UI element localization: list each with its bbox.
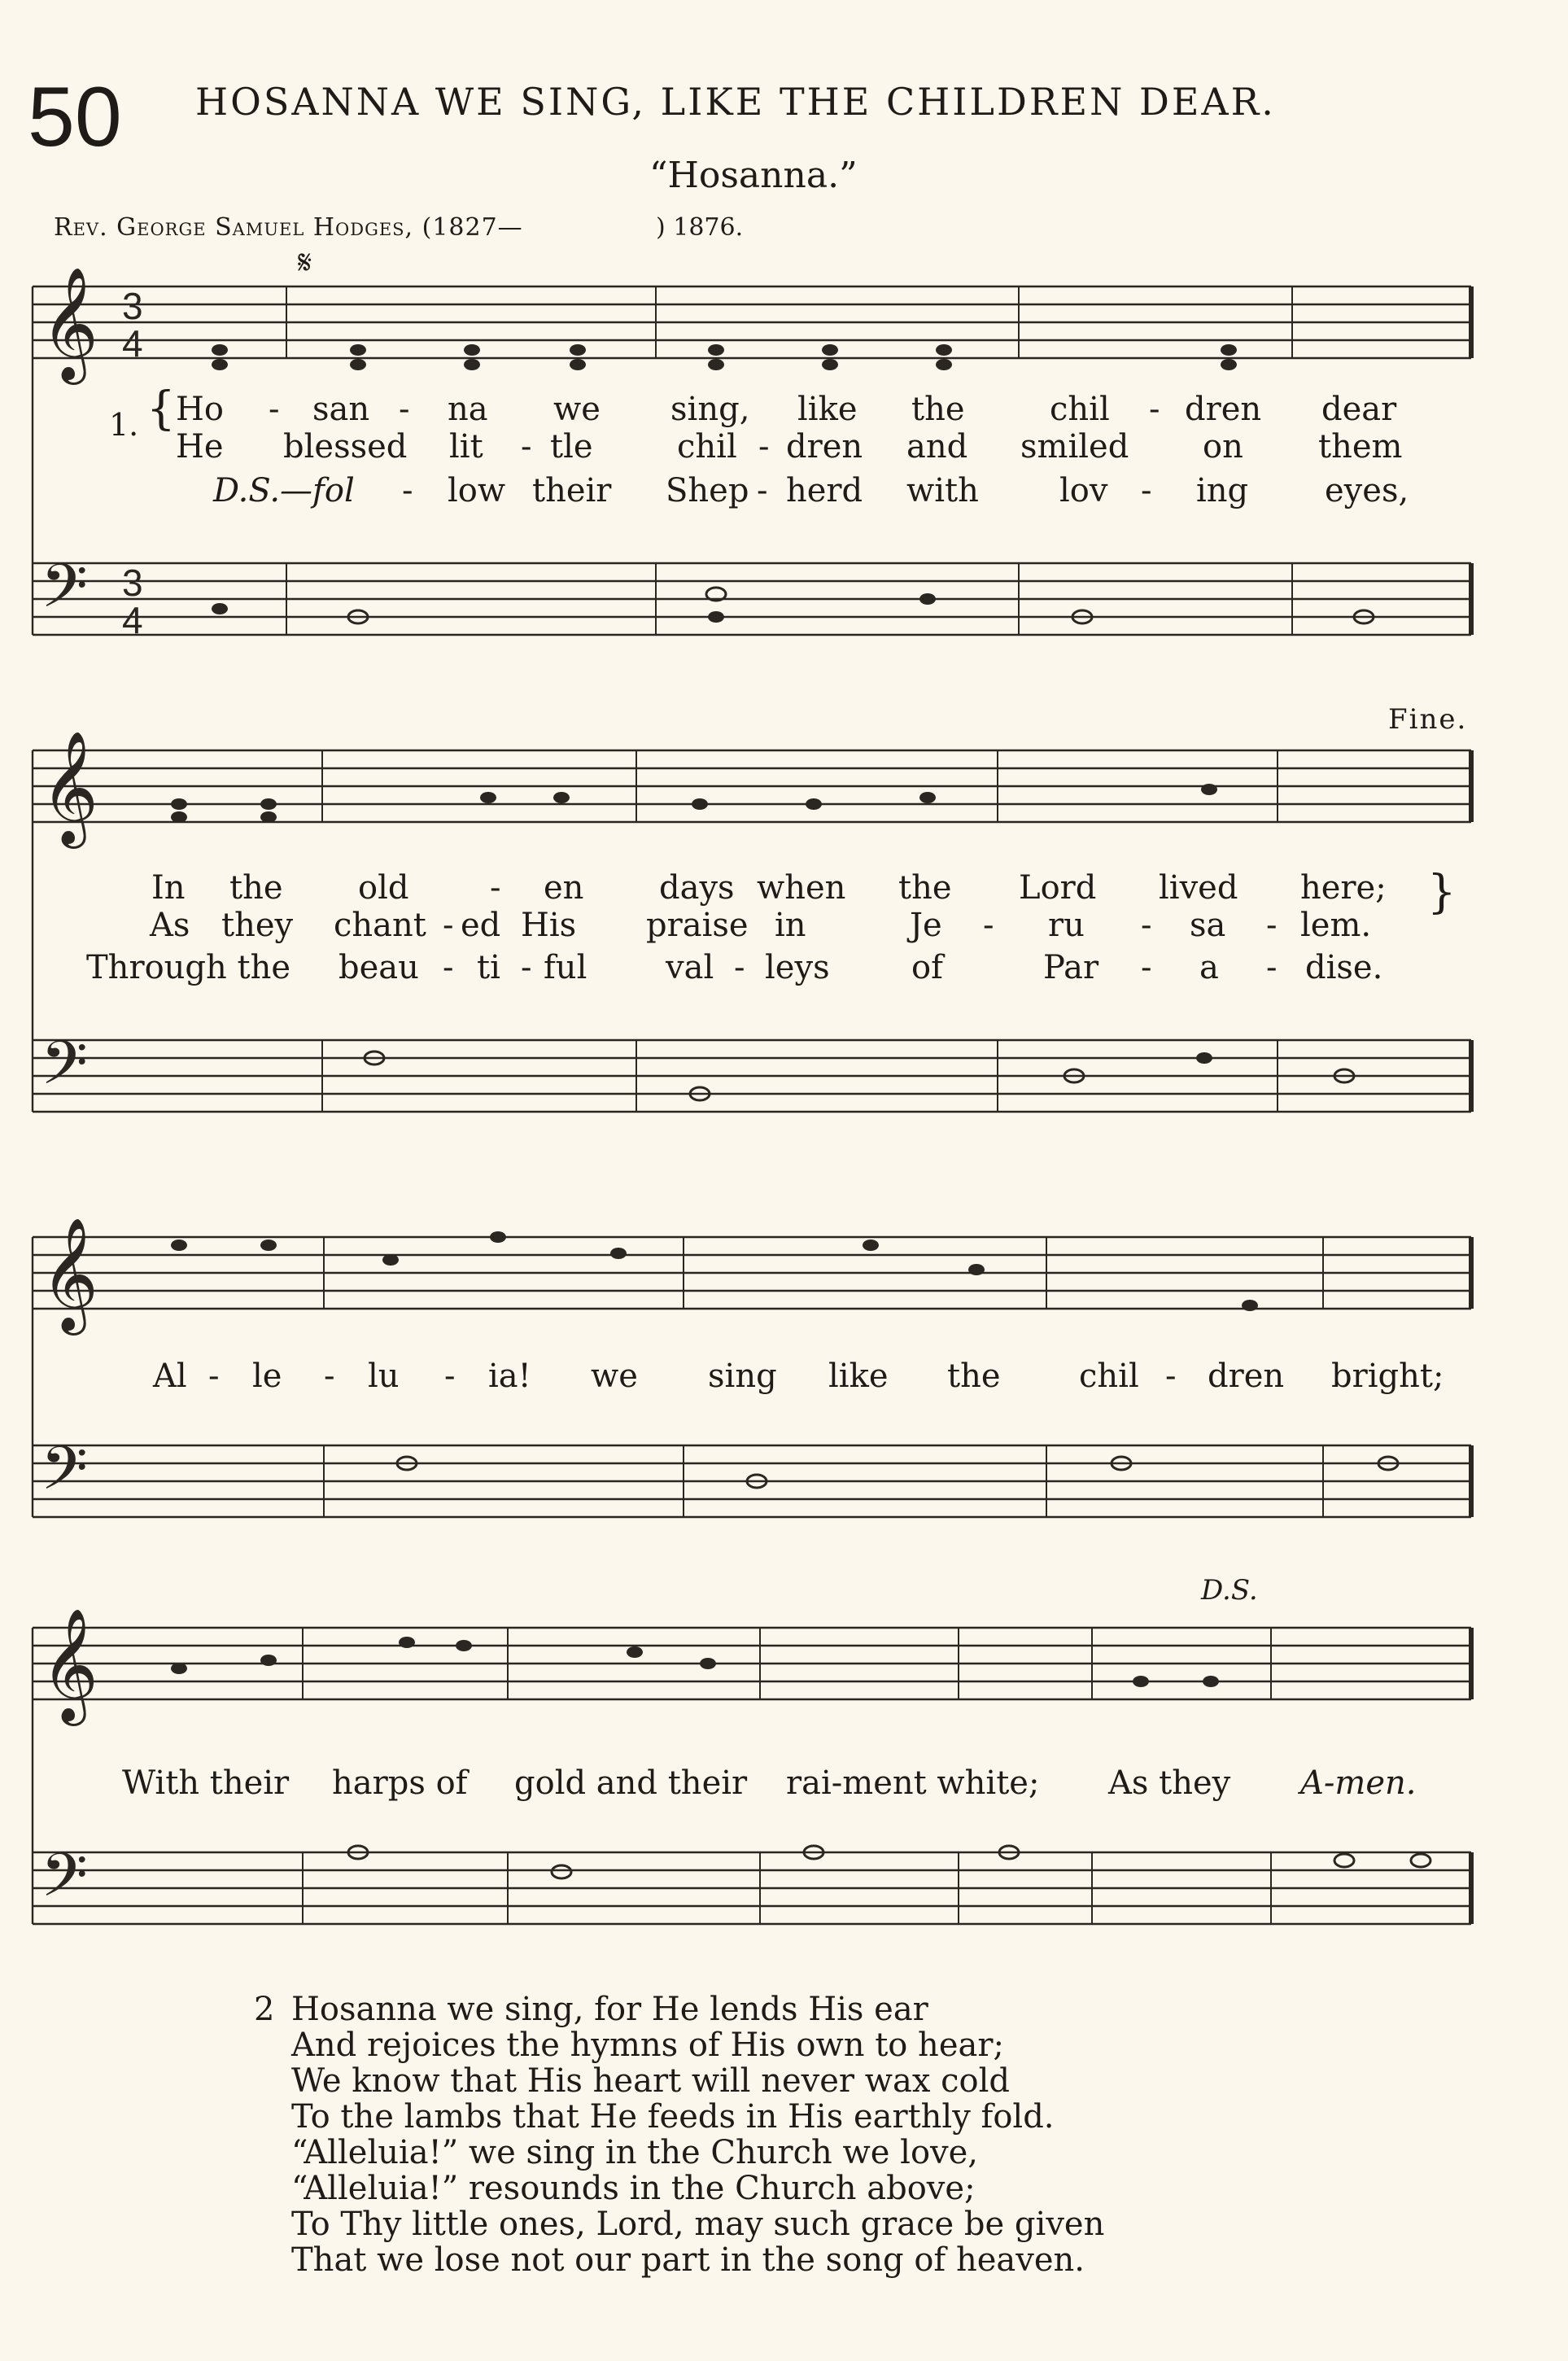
syllable: He [176, 428, 224, 466]
verse2-line: Hosanna we sing, for He lends His ear [291, 1991, 928, 2028]
syllable: praise [646, 907, 749, 944]
syllable: - [734, 949, 745, 986]
syllable: harps of [332, 1764, 468, 1802]
syllable: gold and their [514, 1764, 748, 1802]
syllable: - [521, 949, 532, 986]
syllable: sa [1190, 907, 1226, 944]
syllable: on [1203, 428, 1243, 466]
syllable: bright; [1331, 1358, 1444, 1395]
syllable: ia! [488, 1358, 531, 1395]
syllable: them [1318, 428, 1403, 466]
svg-text:3: 3 [122, 562, 143, 604]
syllable: - [443, 907, 454, 944]
syllable: - [208, 1358, 220, 1395]
syllable: His [521, 907, 577, 944]
syllable: dren [1185, 391, 1262, 428]
syllable: Lord [1019, 869, 1097, 907]
syllable: ful [544, 949, 587, 986]
svg-text:4: 4 [122, 322, 143, 365]
ds-marker: D.S. [1201, 1574, 1258, 1607]
syllable: chant [334, 907, 426, 944]
system2-treble-staff [33, 750, 1471, 822]
verse2-line: And rejoices the hymns of His own to hear; [291, 2027, 1004, 2064]
verse2-line: We know that His heart will never wax cold [291, 2062, 1010, 2100]
syllable: chil [1079, 1358, 1139, 1395]
svg-text:𝄢: 𝄢 [41, 1433, 88, 1519]
verse2-line: “Alleluia!” we sing in the Church we love, [291, 2134, 979, 2171]
author-credit: Rev. George Samuel Hodges, (1827— [54, 213, 523, 242]
syllable: the [911, 391, 965, 428]
syllable: ing [1196, 472, 1249, 509]
syllable: of [911, 949, 943, 986]
syllable: sing [708, 1358, 777, 1395]
lyric-brace-right: } [1427, 866, 1457, 919]
syllable: - [444, 1358, 456, 1395]
syllable: they [221, 907, 294, 944]
syllable: dise. [1305, 949, 1383, 986]
syllable: - [758, 428, 770, 466]
syllable: - [269, 391, 280, 428]
verse2-line: To the lambs that He feeds in His earthly fold. [291, 2098, 1055, 2136]
syllable: - [521, 428, 532, 466]
syllable: Through the [86, 949, 290, 986]
syllable: beau [338, 949, 419, 986]
syllable: lu [368, 1358, 400, 1395]
syllable: a [1199, 949, 1219, 986]
syllable: we [591, 1358, 638, 1395]
syllable: Ho [176, 391, 224, 428]
syllable: - [1141, 949, 1152, 986]
hymn-title: HOSANNA WE SING, LIKE THE CHILDREN DEAR. [195, 80, 1276, 124]
syllable: With their [122, 1764, 290, 1802]
syllable: lov [1059, 472, 1108, 509]
syllable: Shep [666, 472, 749, 509]
syllable: when [757, 869, 846, 907]
verse2-line: “Alleluia!” resounds in the Church above; [291, 2170, 976, 2207]
syllable: ed [461, 907, 501, 944]
svg-text:𝄢: 𝄢 [41, 1028, 88, 1113]
fine-marker: Fine. [1388, 703, 1468, 736]
syllable: blessed [283, 428, 408, 466]
syllable: tle [550, 428, 593, 466]
syllable: ru [1048, 907, 1085, 944]
syllable: le [252, 1358, 282, 1395]
stanza-number: 1. [109, 407, 139, 443]
syllable: eyes, [1325, 472, 1409, 509]
syllable: with [906, 472, 979, 509]
syllable: - [1141, 472, 1152, 509]
syllable: dren [1208, 1358, 1285, 1395]
syllable: Par [1043, 949, 1099, 986]
system3-treble-staff [33, 1237, 1471, 1309]
syllable: the [898, 869, 952, 907]
syllable: ti [477, 949, 500, 986]
syllable: - [324, 1358, 335, 1395]
syllable: - [1141, 907, 1152, 944]
syllable: - [490, 869, 501, 907]
syllable: herd [786, 472, 863, 509]
syllable: - [402, 472, 413, 509]
system4-bass-staff [33, 1852, 1471, 1924]
syllable: their [532, 472, 612, 509]
syllable: lived [1159, 869, 1238, 907]
syllable: Je [910, 907, 942, 944]
syllable: the [229, 869, 283, 907]
syllable: dren [786, 428, 863, 466]
syllable: rai-ment white; [786, 1764, 1040, 1802]
syllable: dear [1321, 391, 1397, 428]
syllable: en [544, 869, 584, 907]
syllable: - [1165, 1358, 1177, 1395]
lyric-brace-left: { [146, 383, 176, 435]
syllable: like [828, 1358, 889, 1395]
system4-treble-staff [33, 1628, 1471, 1699]
segno-sign: 𝄋 [298, 244, 312, 282]
syllable: leys [765, 949, 830, 986]
syllable: - [1266, 907, 1278, 944]
syllable: - [443, 949, 454, 986]
syllable: in [775, 907, 806, 944]
svg-text:𝄢: 𝄢 [41, 551, 88, 636]
syllable: - [1266, 949, 1278, 986]
syllable: here; [1300, 869, 1387, 907]
tune-name: “Hosanna.” [649, 155, 858, 196]
system1-bass-staff [33, 563, 1471, 635]
syllable: D.S.—fol [213, 472, 355, 509]
syllable: we [553, 391, 601, 428]
syllable: days [659, 869, 735, 907]
syllable: san [312, 391, 370, 428]
syllable: chil [677, 428, 737, 466]
syllable: val [666, 949, 714, 986]
syllable: Al [153, 1358, 187, 1395]
syllable: In [151, 869, 186, 907]
syllable: - [399, 391, 410, 428]
svg-text:𝄞: 𝄞 [41, 731, 98, 844]
syllable: - [983, 907, 994, 944]
verse2-number: 2 [254, 1991, 275, 2028]
svg-text:𝄞: 𝄞 [41, 1218, 98, 1331]
syllable: chil [1050, 391, 1110, 428]
syllable: na [448, 391, 488, 428]
syllable: A-men. [1300, 1764, 1417, 1802]
verse2-line: To Thy little ones, Lord, may such grace be given [291, 2206, 1105, 2243]
syllable: lit [449, 428, 483, 466]
svg-text:𝄞: 𝄞 [41, 1608, 98, 1721]
syllable: lem. [1300, 907, 1372, 944]
syllable: - [757, 472, 768, 509]
syllable: sing, [670, 391, 750, 428]
syllable: smiled [1020, 428, 1129, 466]
syllable: - [1149, 391, 1160, 428]
syllable: old [358, 869, 409, 907]
syllable: As they [1108, 1764, 1231, 1802]
syllable: low [448, 472, 506, 509]
hymn-number: 50 [28, 70, 122, 164]
system1-treble-staff [33, 286, 1471, 358]
system3-bass-staff [33, 1445, 1471, 1517]
verse2-line: That we lose not our part in the song of heaven. [291, 2241, 1085, 2279]
system2-bass-staff [33, 1040, 1471, 1112]
svg-text:𝄢: 𝄢 [41, 1840, 88, 1926]
syllable: and [906, 428, 968, 466]
author-date: ) 1876. [656, 213, 744, 242]
svg-text:4: 4 [122, 599, 143, 641]
svg-text:3: 3 [122, 285, 143, 327]
syllable: like [797, 391, 858, 428]
syllable: As [150, 907, 190, 944]
svg-text:𝄞: 𝄞 [41, 267, 98, 380]
syllable: the [947, 1358, 1001, 1395]
